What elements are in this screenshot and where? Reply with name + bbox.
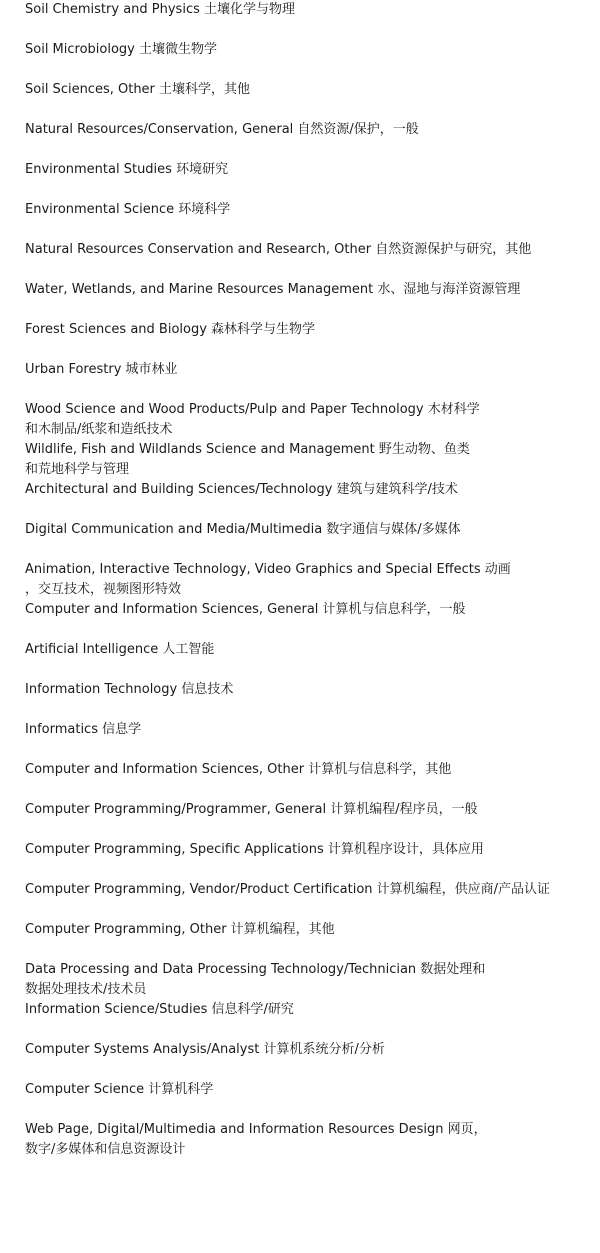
list-item-text: Computer Science 计算机科学 (25, 1082, 214, 1097)
list-item (25, 0, 585, 20)
list-item-text: Animation, Interactive Technology, Video Graphics and Special Effects 动画 (25, 562, 511, 577)
list-item (25, 1120, 585, 1160)
list-item-text: Natural Resources Conservation and Research, Other 自然资源保护与研究，其他 (25, 242, 532, 257)
list-item-text: Computer and Information Sciences, Other 计算机与信息科学，其他 (25, 762, 452, 777)
list-item-text: Environmental Studies 环境研究 (25, 162, 229, 177)
list-item (25, 800, 585, 820)
list-item (25, 1040, 585, 1060)
list-item (25, 600, 585, 620)
list-item (25, 360, 585, 380)
list-item-text: Computer Programming, Vendor/Product Certification 计算机编程，供应商/产品认证 (25, 882, 551, 897)
list-item-text: Natural Resources/Conservation, General 自然资源/保护，一般 (25, 122, 419, 137)
list-item-text: Artificial Intelligence 人工智能 (25, 642, 215, 657)
list-item (25, 1000, 585, 1020)
list-item (25, 720, 585, 740)
list-item (25, 760, 585, 780)
list-item (25, 200, 585, 220)
list-item (25, 1080, 585, 1100)
list-item-text: 和荒地科学与管理 (25, 462, 130, 477)
list-item-text: Forest Sciences and Biology 森林科学与生物学 (25, 322, 316, 337)
list-item-text: Soil Sciences, Other 土壤科学，其他 (25, 82, 251, 97)
list-item-text: Urban Forestry 城市林业 (25, 362, 178, 377)
list-item-text: ，交互技术，视频图形特效 (25, 582, 182, 597)
list-item-text: Environmental Science 环境科学 (25, 202, 231, 217)
list-item-text: Water, Wetlands, and Marine Resources Management 水、湿地与海洋资源管理 (25, 282, 521, 297)
list-item (25, 680, 585, 700)
list-item (25, 240, 585, 260)
list-item (25, 520, 585, 540)
list-item (25, 560, 585, 600)
list-item-text: Information Technology 信息技术 (25, 682, 234, 697)
list-item (25, 80, 585, 100)
list-item-text: Wood Science and Wood Products/Pulp and Paper Technology 木材科学 (25, 402, 480, 417)
list-item-text: Computer and Information Sciences, General 计算机与信息科学，一般 (25, 602, 466, 617)
list-item-text: Informatics 信息学 (25, 722, 142, 737)
list-item (25, 920, 585, 940)
list-item (25, 120, 585, 140)
list-item-text: Information Science/Studies 信息科学/研究 (25, 1002, 294, 1017)
list-item-text: Web Page, Digital/Multimedia and Information Resources Design 网页， (25, 1122, 487, 1137)
list-item (25, 880, 585, 900)
list-item-text: Computer Programming/Programmer, General 计算机编程/程序员，一般 (25, 802, 478, 817)
list-item-text: 数据处理技术/技术员 (25, 982, 147, 997)
list-item-text: Architectural and Building Sciences/Technology 建筑与建筑科学/技术 (25, 482, 458, 497)
list-item-text: Computer Programming, Specific Applications 计算机程序设计，具体应用 (25, 842, 484, 857)
list-item (25, 400, 585, 440)
list-item (25, 840, 585, 860)
list-item (25, 320, 585, 340)
list-item-text: 和木制品/纸浆和造纸技术 (25, 422, 173, 437)
list-item (25, 640, 585, 660)
list-item-text: Soil Chemistry and Physics 土壤化学与物理 (25, 2, 295, 17)
list-item (25, 480, 585, 500)
list-item-text: Computer Systems Analysis/Analyst 计算机系统分析/分析 (25, 1042, 385, 1057)
list-item-text: Wildlife, Fish and Wildlands Science and Management 野生动物、鱼类 (25, 442, 470, 457)
list-item (25, 440, 585, 480)
list-item-text: Computer Programming, Other 计算机编程，其他 (25, 922, 335, 937)
list-item (25, 160, 585, 180)
list-item (25, 960, 585, 1000)
list-item-text: 数字/多媒体和信息资源设计 (25, 1142, 186, 1157)
list-item-text: Soil Microbiology 土壤微生物学 (25, 42, 218, 57)
list-item (25, 280, 585, 300)
list-item-text: Data Processing and Data Processing Technology/Technician 数据处理和 (25, 962, 486, 977)
list-item (25, 40, 585, 60)
list-item-text: Digital Communication and Media/Multimedia 数字通信与媒体/多媒体 (25, 522, 461, 537)
